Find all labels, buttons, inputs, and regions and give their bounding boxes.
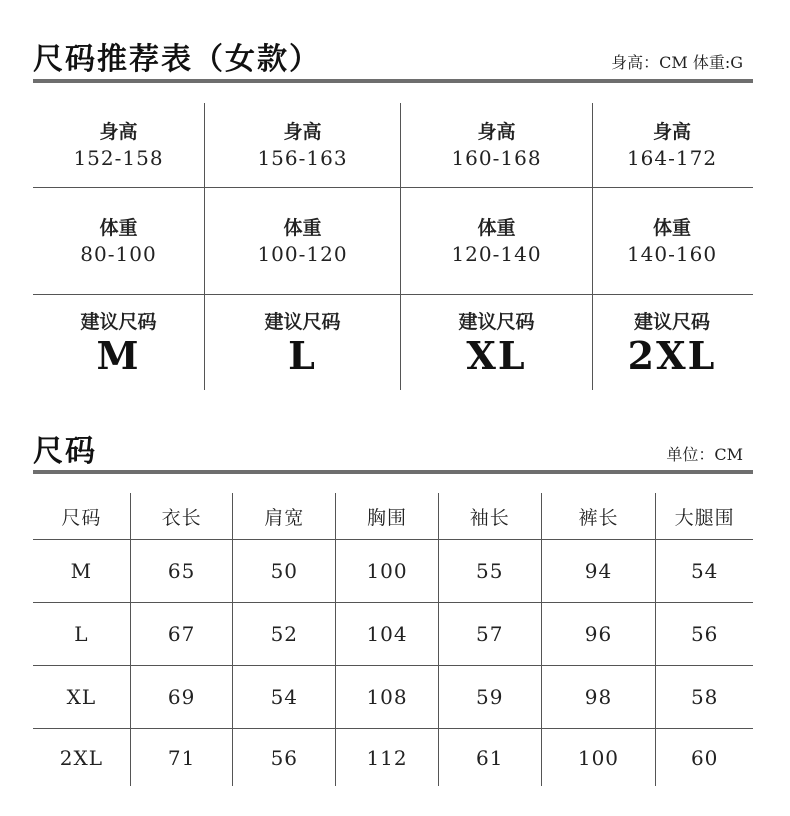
height-value: 156-163 — [257, 146, 348, 170]
sizes-unit-note: 单位：CM — [666, 445, 743, 464]
table-cell: 100 — [335, 540, 438, 602]
size-label: 建议尺码 — [264, 310, 341, 333]
size-label: 建议尺码 — [458, 310, 535, 333]
table-cell: 65 — [130, 540, 233, 602]
sizes-title: 尺码 — [33, 434, 97, 469]
height-label: 身高 — [652, 121, 691, 143]
size-value: M — [96, 332, 141, 378]
table-row — [33, 729, 753, 786]
table-cell: L — [74, 622, 89, 646]
table-cell: 104 — [335, 603, 438, 665]
table-cell: 58 — [655, 666, 753, 728]
weight-value: 120-140 — [451, 242, 542, 266]
recommend-cell — [400, 103, 592, 187]
recommend-cell — [33, 103, 204, 187]
sizes-divider — [33, 470, 753, 474]
header-cell: 大腿围 — [655, 493, 753, 539]
recommend-size-row — [33, 295, 753, 390]
recommend-height-row — [33, 103, 753, 188]
table-cell: 52 — [232, 603, 335, 665]
recommend-cell — [204, 188, 400, 294]
header-cell: 尺码 — [61, 506, 102, 529]
recommend-cell — [204, 295, 400, 390]
table-cell: 56 — [232, 729, 335, 786]
weight-label: 体重 — [477, 217, 516, 239]
header-cell: 袖长 — [438, 493, 541, 539]
weight-value: 140-160 — [626, 242, 718, 266]
table-cell: 60 — [655, 729, 753, 786]
height-label: 身高 — [477, 121, 516, 143]
recommend-cell — [592, 103, 751, 187]
table-cell: 71 — [130, 729, 233, 786]
table-row — [33, 540, 753, 603]
table-cell: 59 — [438, 666, 541, 728]
header-cell: 衣长 — [130, 493, 233, 539]
weight-label: 体重 — [283, 217, 322, 239]
table-cell: XL — [66, 685, 97, 709]
recommend-unit-note: 身高：CM 体重:G — [611, 53, 743, 72]
table-cell: 100 — [541, 729, 656, 786]
recommend-table — [33, 103, 753, 390]
recommend-weight-row — [33, 188, 753, 295]
height-label: 身高 — [283, 121, 322, 143]
recommend-cell — [592, 188, 751, 294]
header-cell: 肩宽 — [232, 493, 335, 539]
recommend-cell — [33, 188, 204, 294]
weight-label: 体重 — [99, 217, 138, 239]
height-value: 160-168 — [451, 146, 542, 170]
table-cell: 112 — [335, 729, 438, 786]
height-label: 身高 — [99, 121, 138, 143]
table-cell: 67 — [130, 603, 233, 665]
table-cell: 94 — [541, 540, 656, 602]
size-table-header — [33, 493, 753, 540]
height-value: 152-158 — [73, 146, 164, 170]
table-cell: 98 — [541, 666, 656, 728]
weight-value: 100-120 — [257, 242, 348, 266]
weight-value: 80-100 — [80, 242, 157, 266]
size-value: 2XL — [627, 332, 717, 378]
recommend-cell — [592, 295, 751, 390]
table-cell: 2XL — [59, 745, 103, 770]
table-cell: 96 — [541, 603, 656, 665]
table-cell: 69 — [130, 666, 233, 728]
table-row — [33, 666, 753, 729]
height-value: 164-172 — [626, 146, 718, 170]
size-label: 建议尺码 — [633, 310, 710, 333]
recommend-title: 尺码推荐表（女款） — [33, 42, 321, 77]
table-cell: 108 — [335, 666, 438, 728]
recommend-cell — [204, 103, 400, 187]
recommend-cell — [400, 295, 592, 390]
size-label: 建议尺码 — [80, 310, 157, 333]
size-table — [33, 493, 753, 786]
table-cell: 56 — [655, 603, 753, 665]
table-cell: M — [70, 559, 93, 583]
table-cell: 57 — [438, 603, 541, 665]
header-cell: 胸围 — [335, 493, 438, 539]
table-cell: 54 — [232, 666, 335, 728]
recommend-cell — [33, 295, 204, 390]
table-cell: 55 — [438, 540, 541, 602]
header-cell: 裤长 — [541, 493, 656, 539]
table-row — [33, 603, 753, 666]
weight-label: 体重 — [652, 217, 691, 239]
table-cell: 50 — [232, 540, 335, 602]
size-value: XL — [466, 332, 527, 378]
table-cell: 54 — [655, 540, 753, 602]
table-cell: 61 — [438, 729, 541, 786]
recommend-divider — [33, 79, 753, 83]
size-value: L — [288, 332, 317, 378]
recommend-cell — [400, 188, 592, 294]
